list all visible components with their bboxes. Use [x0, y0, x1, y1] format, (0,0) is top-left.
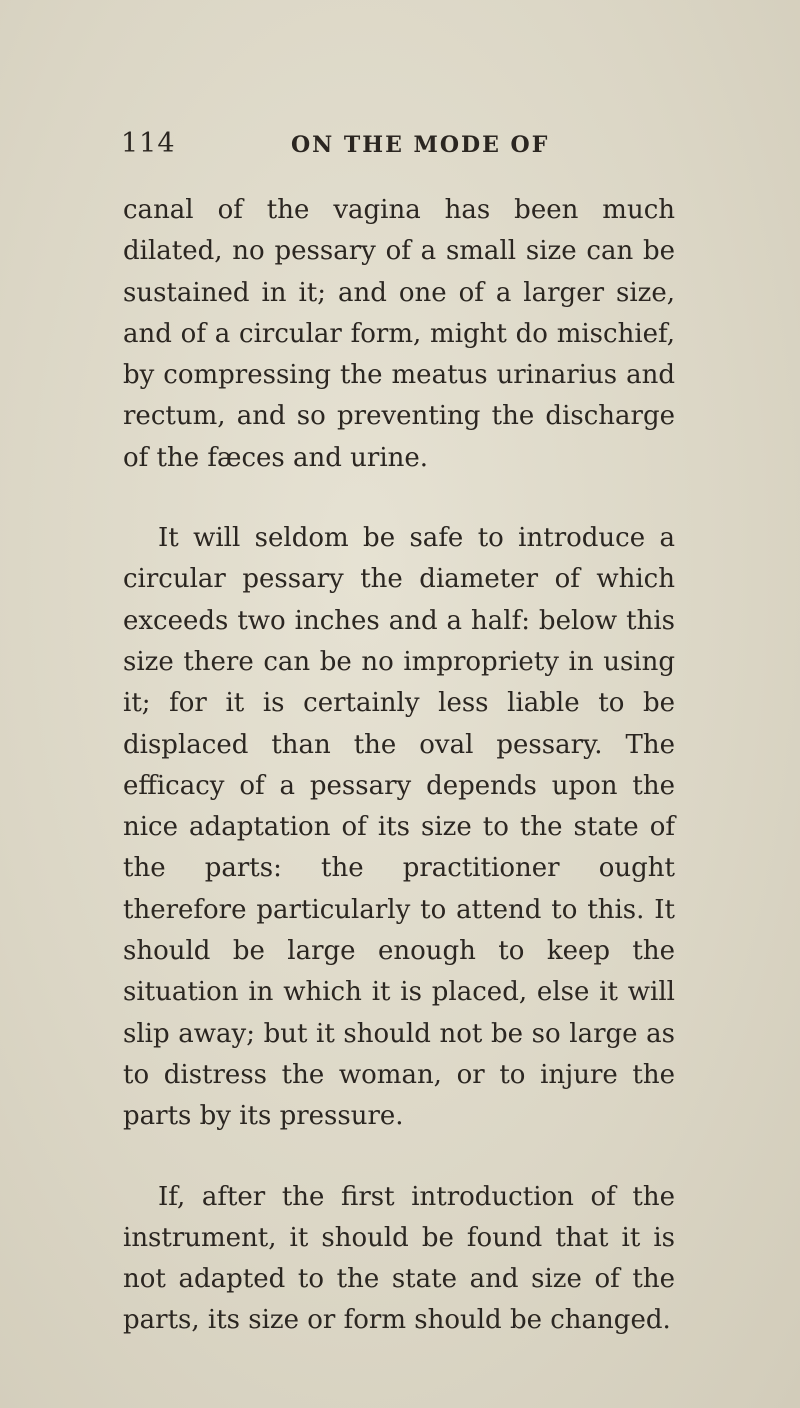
- paragraph-3: If, after the first introduction of the instrument, it should be found that it is not adapted to the state and size of the parts, its size or form should be changed.: [123, 1181, 675, 1336]
- paragraph-1: canal of the vagina has been much dilated, no pessary of a small size can be sustained in it; and one of a larger size, and of a circular form, might do mischief, by compressing the meatus urinarius and rectum, and so preventing the discharge of the fæces and urine.: [123, 195, 675, 473]
- running-title: ON THE MODE OF: [291, 132, 550, 158]
- body-text: [123, 190, 675, 1342]
- paragraph-2: It will seldom be safe to introduce a circular pessary the diameter of which exceeds two inches and a half: below this size there can be no impropriety in using it; for it is certainly less liable to be displaced than the oval pessary. The efficacy of a pessary depends upon the nice adaptation of its size to the state of the parts: the practitioner ought therefore particularly to attend to this. It should be large enough to keep the situation in which it is placed, else it will slip away; but it should not be so large as to distress the woman, or to injure the parts by its pressure.: [123, 523, 675, 1132]
- page-number: 114: [121, 128, 176, 159]
- running-head: [121, 128, 721, 168]
